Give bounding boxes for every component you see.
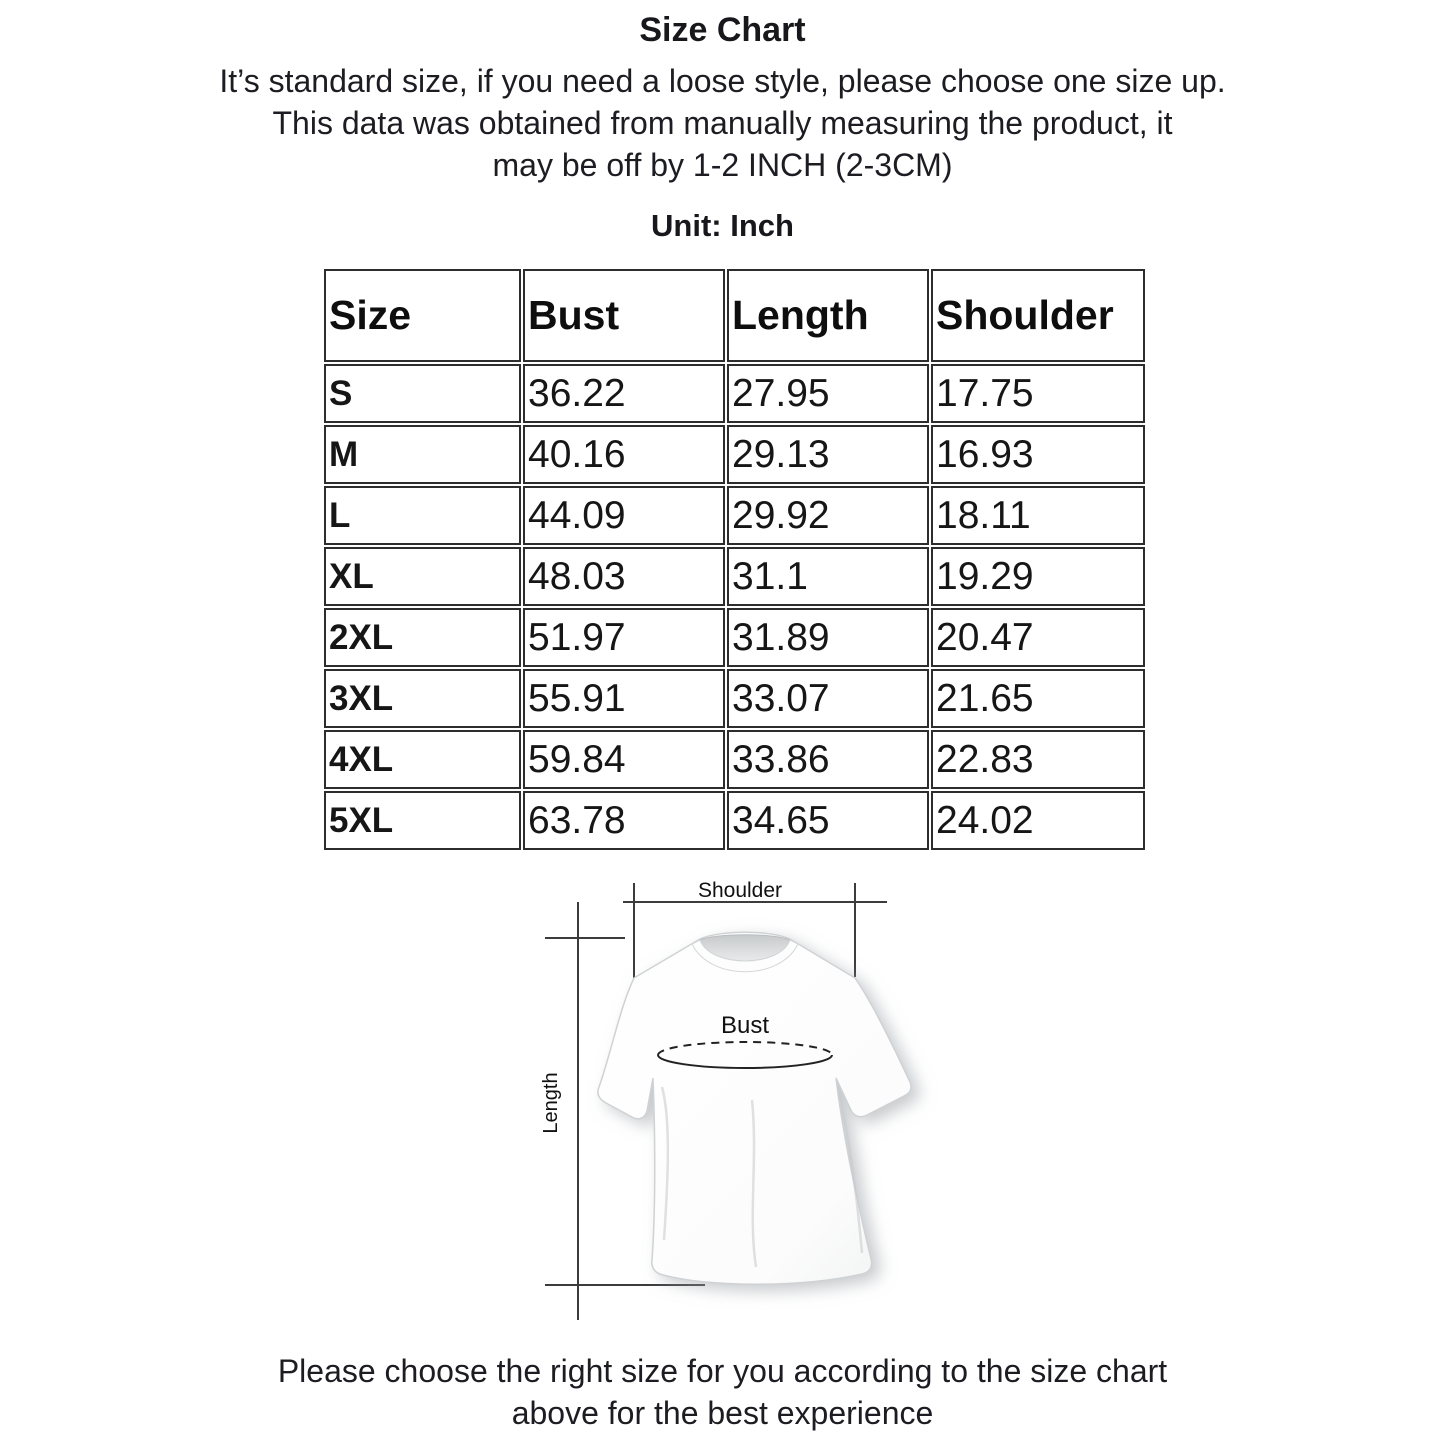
table-row	[324, 730, 1145, 789]
tshirt-measurement-diagram	[540, 875, 960, 1335]
length-cell: 29.13	[727, 425, 929, 484]
bust-cell: 36.22	[523, 364, 725, 423]
tshirt-illustration	[598, 932, 911, 1284]
bust-label: Bust	[720, 1012, 770, 1039]
bust-cell: 40.16	[523, 425, 725, 484]
shoulder-label: Shoulder	[697, 879, 783, 902]
bust-cell: 63.78	[523, 791, 725, 850]
shoulder-cell: 20.47	[931, 608, 1145, 667]
bust-cell: 51.97	[523, 608, 725, 667]
shoulder-cell: 19.29	[931, 547, 1145, 606]
intro-line-1: It’s standard size, if you need a loose style, please choose one size up.	[219, 63, 1226, 99]
bust-cell: 44.09	[523, 486, 725, 545]
size-cell: 5XL	[324, 791, 521, 850]
column-header-shoulder: Shoulder	[931, 269, 1145, 362]
shoulder-cell: 17.75	[931, 364, 1145, 423]
intro-text	[0, 60, 1445, 186]
footer-line-2: above for the best experience	[511, 1395, 934, 1431]
length-label: Length	[540, 1072, 562, 1134]
size-cell: S	[324, 364, 521, 423]
shoulder-cell: 16.93	[931, 425, 1145, 484]
bust-cell: 59.84	[523, 730, 725, 789]
length-cell: 34.65	[727, 791, 929, 850]
size-cell: L	[324, 486, 521, 545]
table-row	[324, 364, 1145, 423]
size-cell: XL	[324, 547, 521, 606]
size-cell: 4XL	[324, 730, 521, 789]
length-cell: 29.92	[727, 486, 929, 545]
length-cell: 31.1	[727, 547, 929, 606]
footer-note	[0, 1350, 1445, 1434]
bust-cell: 55.91	[523, 669, 725, 728]
length-cell: 27.95	[727, 364, 929, 423]
length-cell: 33.07	[727, 669, 929, 728]
tshirt-body	[598, 932, 911, 1284]
length-cell: 33.86	[727, 730, 929, 789]
shoulder-cell: 22.83	[931, 730, 1145, 789]
table-row	[324, 547, 1145, 606]
table-header-row	[324, 269, 1145, 362]
shoulder-cell: 18.11	[931, 486, 1145, 545]
table-row	[324, 791, 1145, 850]
intro-line-2: This data was obtained from manually measuring the product, it	[272, 105, 1173, 141]
size-cell: 3XL	[324, 669, 521, 728]
column-header-size: Size	[324, 269, 521, 362]
intro-line-3: may be off by 1-2 INCH (2-3CM)	[492, 147, 953, 183]
page-title: Size Chart	[639, 11, 806, 49]
shoulder-cell: 24.02	[931, 791, 1145, 850]
footer-line-1: Please choose the right size for you according to the size chart	[277, 1353, 1168, 1389]
unit-label: Unit: Inch	[651, 208, 794, 243]
size-cell: 2XL	[324, 608, 521, 667]
bust-cell: 48.03	[523, 547, 725, 606]
size-cell: M	[324, 425, 521, 484]
shoulder-cell: 21.65	[931, 669, 1145, 728]
table-row	[324, 608, 1145, 667]
column-header-bust: Bust	[523, 269, 725, 362]
table-row	[324, 669, 1145, 728]
length-cell: 31.89	[727, 608, 929, 667]
size-table	[322, 267, 1147, 852]
column-header-length: Length	[727, 269, 929, 362]
table-row	[324, 486, 1145, 545]
table-row	[324, 425, 1145, 484]
